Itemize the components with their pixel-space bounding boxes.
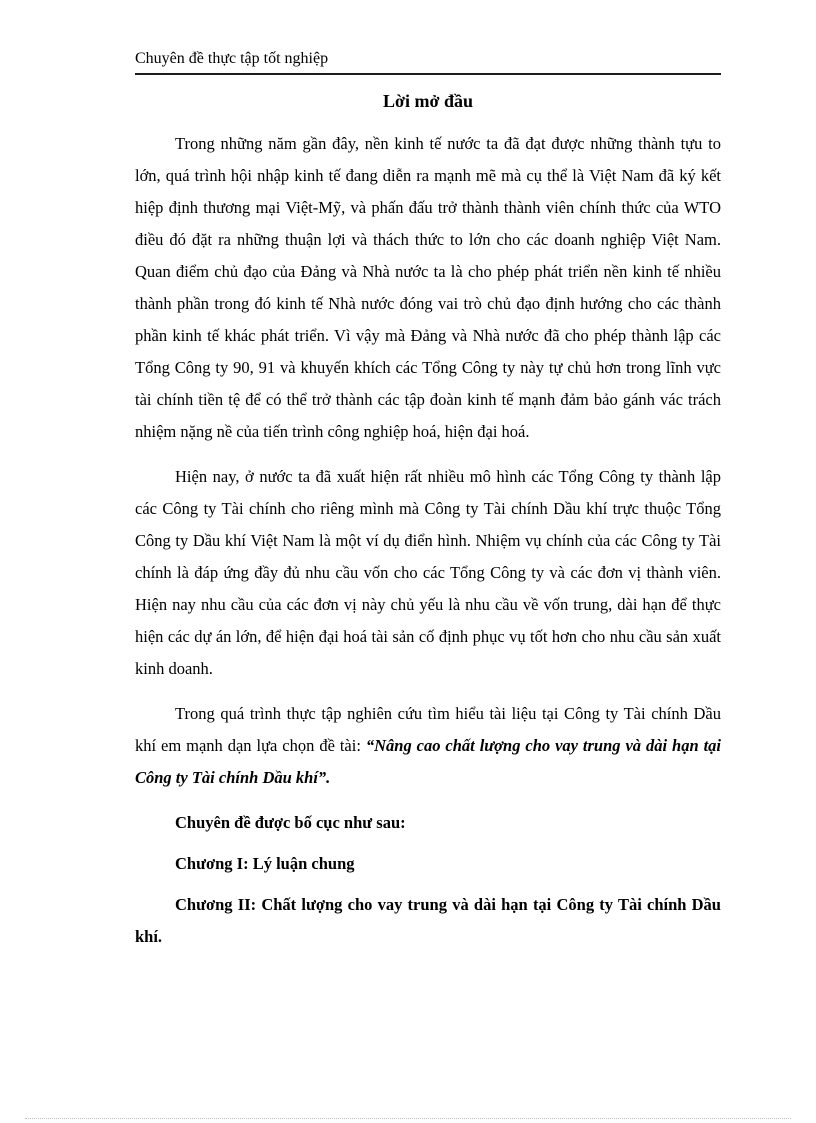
- document-title: Lời mở đầu: [383, 91, 473, 111]
- page-content: [135, 48, 721, 962]
- paragraph-1: Trong những năm gần đây, nền kinh tế nước ta đã đạt được những thành tựu to lớn, quá trình hội nhập kinh tế đang diễn ra mạnh mẽ mà cụ thể là Việt Nam đã ký kết hiệp định thương mại Việt-Mỹ, và phấn đấu trở thành thành viên chính thức của WTO điều đó đặt ra những thuận lợi và thách thức to lớn cho các doanh nghiệp Việt Nam. Quan điểm chủ đạo của Đảng và Nhà nước ta là cho phép phát triển nền kinh tế nhiều thành phần trong đó kinh tế Nhà nước đóng vai trò chủ đạo định hướng cho các thành phần kinh tế khác phát triển. Vì vậy mà Đảng và Nhà nước đã cho phép thành lập các Tổng Công ty 90, 91 và khuyến khích các Tổng Công ty này tự chủ hơn trong lĩnh vực tài chính tiền tệ để có thể trở thành các tập đoàn kinh tế mạnh đảm bảo gánh vác trách nhiệm nặng nề của tiến trình công nghiệp hoá, hiện đại hoá.: [135, 134, 721, 441]
- outline-heading: Chuyên đề được bố cục như sau:: [175, 813, 406, 832]
- page-bottom-divider: [25, 1118, 791, 1119]
- chapter-1-heading: Chương I: Lý luận chung: [175, 854, 355, 873]
- paragraph-3: [135, 698, 721, 794]
- chapter-2-heading: Chương II: Chất lượng cho vay trung và dài hạn tại Công ty Tài chính Dầu khí.: [135, 895, 721, 946]
- paragraph-2: Hiện nay, ở nước ta đã xuất hiện rất nhiều mô hình các Tổng Công ty thành lập các Công ty Tài chính cho riêng mình mà Công ty Tài chính Dầu khí trực thuộc Tổng Công ty Dầu khí Việt Nam là một ví dụ điển hình. Nhiệm vụ chính của các Công ty Tài chính là đáp ứng đầy đủ nhu cầu vốn cho các Tổng Công ty và các đơn vị thành viên. Hiện nay nhu cầu của các đơn vị này chủ yếu là nhu cầu về vốn trung, dài hạn để thực hiện các dự án lớn, để hiện đại hoá tài sản cố định phục vụ tốt hơn cho nhu cầu sản xuất kinh doanh.: [135, 467, 721, 678]
- header-text: Chuyên đề thực tập tốt nghiệp: [135, 50, 329, 67]
- thesis-topic-title: “Nâng cao chất lượng cho vay trung và dài hạn tại Công ty Tài chính Dầu khí”.: [135, 736, 721, 787]
- topic-intro-text: Trong quá trình thực tập nghiên cứu tìm hiểu tài liệu tại Công ty Tài chính Dầu khí em mạnh dạn lựa chọn đề tài:: [135, 704, 721, 755]
- page-header: [135, 48, 721, 75]
